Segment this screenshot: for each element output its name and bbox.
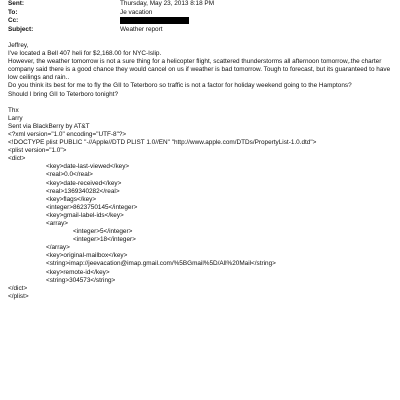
- plist-line: <string>304573</string>: [46, 276, 116, 284]
- plist-line: <integer>5</integer>: [73, 228, 133, 236]
- plist-line: <dict>: [8, 155, 26, 163]
- plist-line: <key>original-mailbox</key>: [46, 252, 128, 260]
- plist-line: <key>gmail-label-ids</key>: [46, 211, 124, 219]
- plist-line: <?xml version="1.0" encoding="UTF-8"?>: [8, 130, 127, 138]
- to-label: To:: [8, 8, 18, 16]
- sent-row: [8, 0, 392, 9]
- plist-line: <key>date-last-viewed</key>: [46, 163, 130, 171]
- paragraph-heli: I've located a Bell 407 heli for $2,168.00 for NYC-Islip.: [8, 50, 162, 58]
- greeting: Jeffrey,: [8, 42, 29, 49]
- plist-line: <!DOCTYPE plist PUBLIC "-//Apple//DTD PLIST 1.0//EN" "http://www.apple.com/DTDs/PropertyList-1.0.dtd">: [8, 139, 317, 147]
- subject-value: Weather report: [120, 25, 163, 33]
- paragraph-teterboro: Do you think its best for me to fly the GII to Teterboro so traffic is not a factor for holiday weekend going to the Hamptons?: [8, 82, 352, 90]
- subject-label: Subject:: [8, 25, 34, 33]
- plist-line: <key>date-received</key>: [46, 179, 122, 187]
- plist-line: <array>: [46, 219, 69, 227]
- plist-line: <key>flags</key>: [46, 195, 97, 203]
- email-body: [8, 42, 394, 301]
- plist-line: <integer>8623750145</integer>: [46, 203, 138, 211]
- plist-line: </plist>: [8, 292, 29, 300]
- signature-device: Sent via BlackBerry by AT&T: [8, 122, 90, 130]
- plist-line: <plist version="1.0">: [8, 147, 67, 155]
- plist-line: <key>remote-id</key>: [46, 268, 110, 276]
- plist-line: <real>0.0</real>: [46, 171, 93, 179]
- cc-row: [8, 17, 392, 26]
- subject-row: [8, 26, 392, 35]
- signature-name: Larry: [8, 114, 23, 122]
- plist-line: </dict>: [8, 284, 28, 292]
- email-header: [8, 0, 392, 34]
- paragraph-question: Should I bring GII to Teterboro tonight?: [8, 90, 119, 98]
- signature-thx: Thx: [8, 106, 19, 114]
- cc-label: Cc:: [8, 17, 19, 25]
- to-value: Je vacation: [120, 8, 153, 16]
- plist-line: </array>: [46, 244, 70, 252]
- redaction-bar: [120, 17, 189, 24]
- sent-label: Sent:: [8, 0, 24, 8]
- sent-value: Thursday, May 23, 2013 8:18 PM: [120, 0, 215, 8]
- paragraph-weather: However, the weather tomorrow is not a sure thing for a helicopter flight, scattered thunderstorms all afternoon tomorrow,.the charter company said there is a good chance they would cancel on us if weather is bad tomorrow. Tough to forecast, but its guaranteed to have low ceilings and rain..: [8, 58, 391, 82]
- plist-line: <real>1369340282</real>: [46, 187, 120, 195]
- plist-line: <integer>18</integer>: [73, 236, 136, 244]
- plist-line: <string>imap://jeevacation@imap.gmail.com/%5BGmail%5D/All%20Mail</string>: [46, 260, 276, 268]
